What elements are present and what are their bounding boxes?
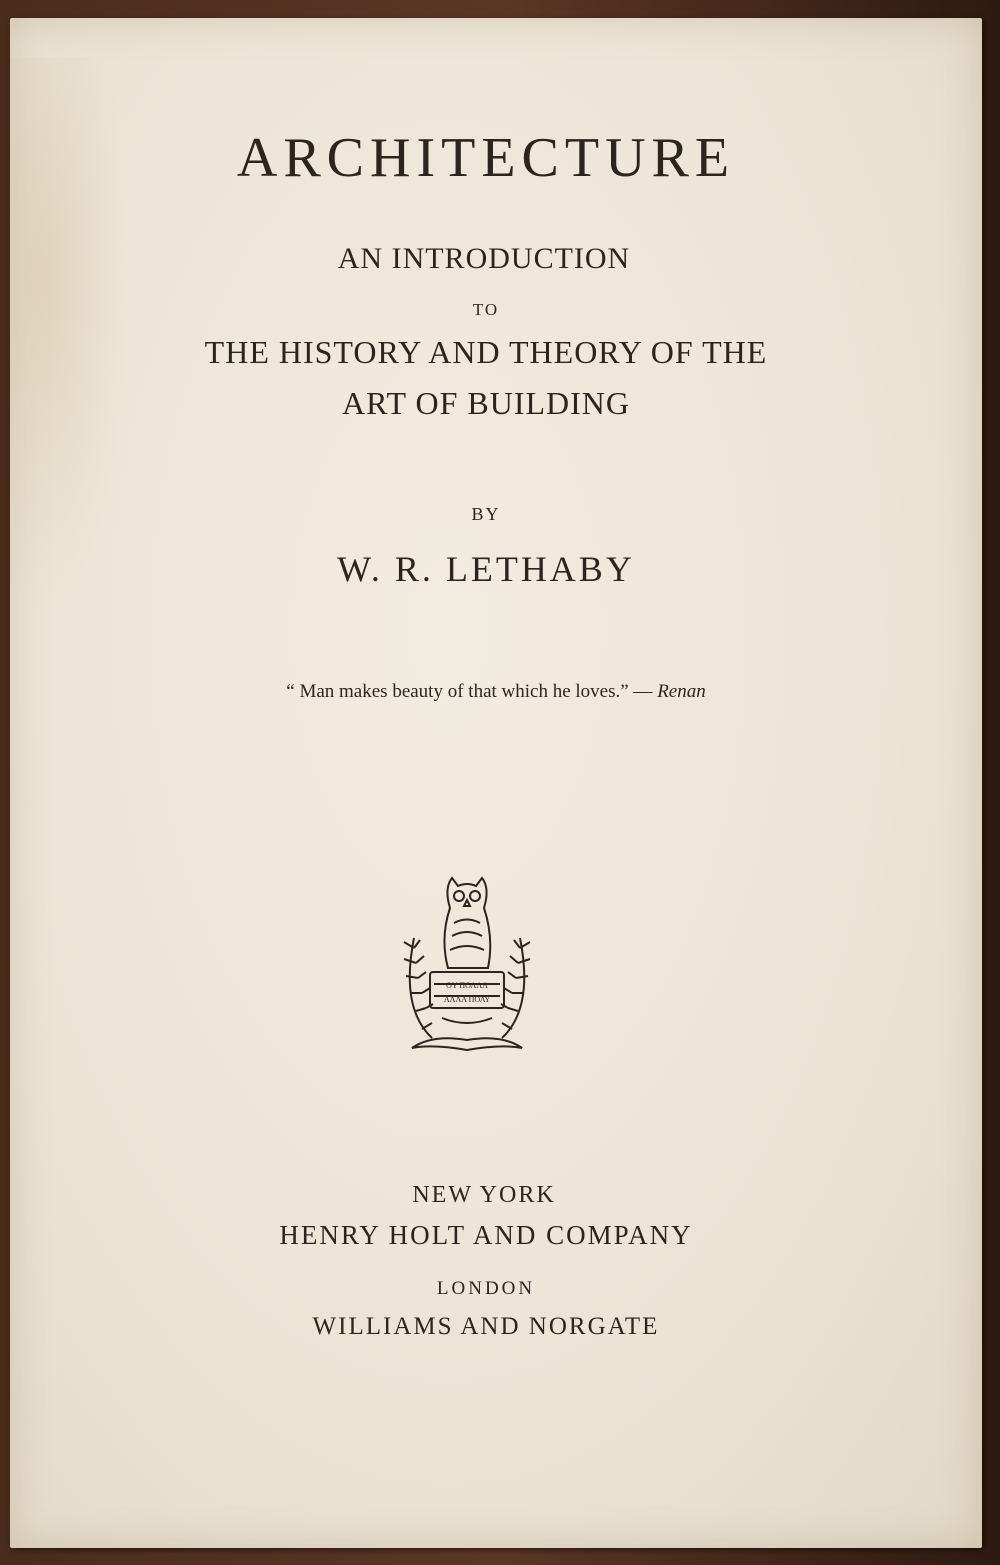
imprint-city-1: NEW YORK (412, 1182, 556, 1208)
subtitle-line-1: AN INTRODUCTION (337, 242, 631, 275)
epigraph-text: “ Man makes beauty of that which he loves.” — (286, 681, 658, 702)
svg-text:OY ΠΟΛΛΑ: OY ΠΟΛΛΑ (446, 981, 488, 990)
subtitle-line-3: ART OF BUILDING (341, 385, 631, 421)
imprint-publisher-2: WILLIAMS AND NORGATE (312, 1313, 660, 1340)
title-page (10, 18, 982, 1548)
author-name: W. R. LETHABY (337, 549, 635, 589)
imprint-city-2: LONDON (436, 1278, 536, 1299)
epigraph-source: Renan (657, 681, 706, 702)
book-title: ARCHITECTURE (236, 127, 736, 189)
by-label: BY (471, 504, 501, 524)
epigraph (10, 681, 982, 703)
subtitle-line-2: THE HISTORY AND THEORY OF THE (204, 334, 768, 370)
svg-text:ΑΛΛΑ ΠΟΛΥ: ΑΛΛΑ ΠΟΛΥ (443, 995, 491, 1004)
imprint-publisher-1: HENRY HOLT AND COMPANY (279, 1220, 693, 1250)
owl-emblem-icon (392, 868, 542, 1063)
subtitle-to: TO (472, 300, 500, 319)
